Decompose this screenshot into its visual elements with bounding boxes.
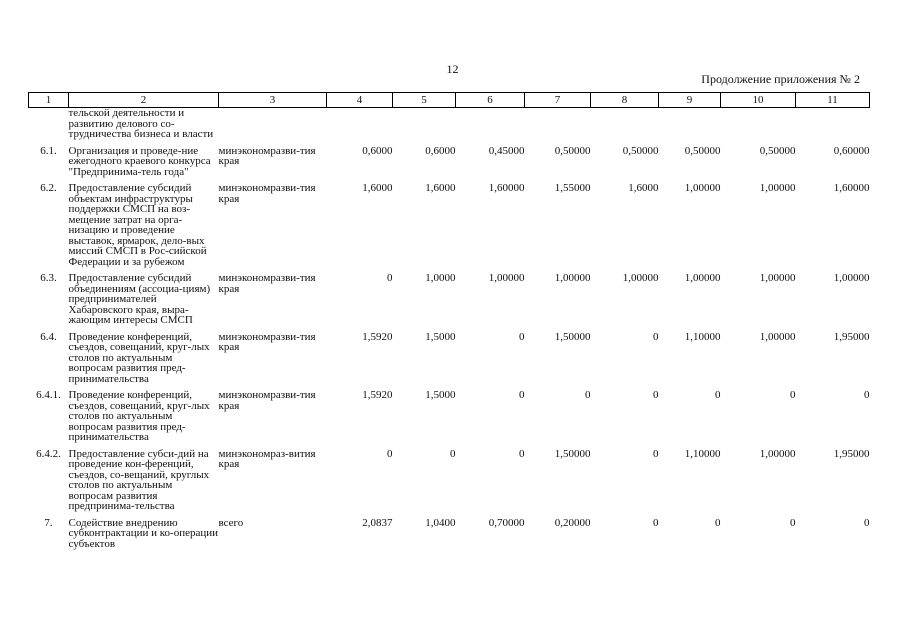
- column-header-2: 2: [69, 93, 219, 108]
- funding-value-col-7: [525, 108, 591, 140]
- row-number: 6.1.: [40, 144, 57, 157]
- activity-name: Предоставление субси-дий на проведение кон-ференций, съездов, со-вещаний, круглых столов по актуальным вопросам развития предпринима-тельства: [68, 447, 210, 512]
- responsible-executor: минэкономраз-вития края: [218, 447, 316, 470]
- funding-value-col-9: 1,00000: [684, 272, 721, 284]
- funding-value-col-5: 1,0000: [425, 272, 456, 284]
- funding-value-col-9: 0,50000: [684, 144, 721, 157]
- funding-value-col-11: 1,95000: [833, 447, 870, 460]
- funding-value-col-9: 1,10000: [684, 447, 721, 460]
- funding-value-col-10: 1,00000: [759, 330, 796, 343]
- funding-value-col-4: 2,0837: [362, 516, 393, 529]
- budget-table: [28, 92, 870, 549]
- funding-value-col-8: 0: [653, 389, 659, 401]
- responsible-executor: минэкономразви-тия края: [218, 330, 316, 353]
- table-row: [29, 177, 870, 267]
- funding-value-col-8: 0: [653, 516, 659, 529]
- funding-value-col-8: 0,50000: [622, 144, 659, 157]
- activity-name: тельской деятельности и развитию делового со-трудничества бизнеса и власти: [68, 107, 214, 140]
- funding-value-col-5: 1,5000: [425, 389, 456, 401]
- funding-value-col-5: 0: [450, 447, 456, 460]
- funding-value-col-4: 0,6000: [362, 144, 393, 157]
- funding-value-col-6: 1,00000: [488, 272, 525, 284]
- activity-name: Проведение конференций, съездов, совещаний, круг-лых столов по актуальным вопросам развития пред-принимательства: [68, 330, 210, 385]
- column-header-3: 3: [219, 93, 327, 108]
- table-body: [29, 108, 870, 550]
- funding-value-col-10: 0: [790, 389, 796, 401]
- funding-value-col-6: 0,70000: [488, 516, 525, 529]
- row-number: 6.3.: [40, 272, 57, 284]
- activity-name: Организация и проведе-ние ежегодного краевого конкурса "Предпринима-тель года": [68, 144, 211, 178]
- responsible-executor: минэкономразви-тия края: [218, 182, 316, 205]
- funding-value-col-8: 0: [653, 447, 659, 460]
- responsible-executor: минэкономразви-тия края: [218, 389, 316, 412]
- funding-value-col-10: 1,00000: [759, 272, 796, 284]
- column-header-7: 7: [525, 93, 591, 108]
- funding-value-col-11: 1,60000: [833, 182, 870, 194]
- funding-value-col-4: 1,5920: [362, 389, 393, 401]
- funding-value-col-7: 0: [585, 389, 591, 401]
- appendix-continuation-note: Продолжение приложения № 2: [701, 72, 860, 86]
- funding-value-col-10: 0: [790, 516, 796, 529]
- funding-value-col-8: 0: [653, 330, 659, 343]
- funding-value-col-5: 1,6000: [425, 182, 456, 194]
- funding-value-col-5: 0,6000: [425, 144, 456, 157]
- row-number: 6.2.: [40, 182, 57, 194]
- page-number: 12: [446, 62, 459, 76]
- funding-value-col-11: 0: [864, 389, 870, 401]
- funding-value-col-4: 0: [387, 447, 393, 460]
- funding-value-col-11: 0: [864, 516, 870, 529]
- funding-value-col-10: [721, 108, 796, 140]
- column-header-11: 11: [796, 93, 870, 108]
- funding-value-col-4: 0: [387, 272, 393, 284]
- funding-value-col-5: [393, 108, 456, 140]
- funding-value-col-5: 1,0400: [425, 516, 456, 529]
- table-row: [29, 384, 870, 443]
- funding-value-col-9: 1,10000: [684, 330, 721, 343]
- table-row: [29, 140, 870, 178]
- column-header-5: 5: [393, 93, 456, 108]
- column-header-10: 10: [721, 93, 796, 108]
- table-row: [29, 108, 870, 140]
- activity-name: Содействие внедрению субконтрактации и ко-операции субъектов: [68, 516, 219, 550]
- funding-value-col-7: 1,00000: [554, 272, 591, 284]
- activity-name: Предоставление субсидий объектам инфраструктуры поддержки СМСП на воз-мещение затрат на орга-низацию и проведение выставок, ярмарок, дело-вых миссий СМСП в Рос-сийской Федерации и за рубежом: [68, 182, 207, 268]
- funding-value-col-9: 1,00000: [684, 182, 721, 194]
- funding-value-col-11: 0,60000: [833, 144, 870, 157]
- column-header-1: 1: [29, 93, 69, 108]
- funding-value-col-9: 0: [715, 389, 721, 401]
- row-number: 6.4.: [40, 330, 57, 343]
- table-row: [29, 326, 870, 385]
- funding-value-col-7: 1,50000: [554, 330, 591, 343]
- row-number: [29, 108, 69, 140]
- table-header: [29, 93, 870, 108]
- funding-value-col-5: 1,5000: [425, 330, 456, 343]
- funding-value-col-11: [796, 108, 870, 140]
- funding-value-col-6: [456, 108, 525, 140]
- table-row: [29, 267, 870, 326]
- funding-value-col-8: 1,00000: [622, 272, 659, 284]
- funding-value-col-9: 0: [715, 516, 721, 529]
- funding-value-col-4: [327, 108, 393, 140]
- responsible-executor: [219, 108, 327, 140]
- row-number: 7.: [44, 516, 53, 529]
- row-number: 6.4.2.: [36, 447, 61, 460]
- column-header-6: 6: [456, 93, 525, 108]
- funding-value-col-6: 0: [519, 389, 525, 401]
- funding-value-col-4: 1,6000: [362, 182, 393, 194]
- column-header-9: 9: [659, 93, 721, 108]
- funding-value-col-7: 0,50000: [554, 144, 591, 157]
- funding-value-col-11: 1,00000: [833, 272, 870, 284]
- funding-value-col-4: 1,5920: [362, 330, 393, 343]
- column-header-8: 8: [591, 93, 659, 108]
- funding-value-col-8: [591, 108, 659, 140]
- activity-name: Проведение конференций, съездов, совещаний, круг-лых столов по актуальным вопросам развития пред-принимательства: [68, 389, 210, 443]
- funding-value-col-7: 1,50000: [554, 447, 591, 460]
- funding-value-col-11: 1,95000: [833, 330, 870, 343]
- responsible-executor: всего: [218, 516, 244, 529]
- funding-value-col-7: 0,20000: [554, 516, 591, 529]
- table-row: [29, 512, 870, 550]
- funding-value-col-6: 0,45000: [488, 144, 525, 157]
- funding-value-col-10: 1,00000: [759, 182, 796, 194]
- funding-value-col-6: 1,60000: [488, 182, 525, 194]
- table-row: [29, 443, 870, 512]
- funding-value-col-7: 1,55000: [554, 182, 591, 194]
- responsible-executor: минэкономразви-тия края: [218, 144, 316, 167]
- funding-value-col-6: 0: [519, 330, 525, 343]
- row-number: 6.4.1.: [36, 389, 61, 401]
- responsible-executor: минэкономразви-тия края: [218, 272, 316, 295]
- funding-value-col-10: 1,00000: [759, 447, 796, 460]
- funding-value-col-9: [659, 108, 721, 140]
- activity-name: Предоставление субсидий объединениям (ассоциа-циям) предпринимателей Хабаровского края, выра-жающим интересы СМСП: [68, 272, 211, 326]
- header-row: [29, 93, 870, 108]
- funding-value-col-6: 0: [519, 447, 525, 460]
- funding-value-col-8: 1,6000: [628, 182, 659, 194]
- funding-value-col-10: 0,50000: [759, 144, 796, 157]
- column-header-4: 4: [327, 93, 393, 108]
